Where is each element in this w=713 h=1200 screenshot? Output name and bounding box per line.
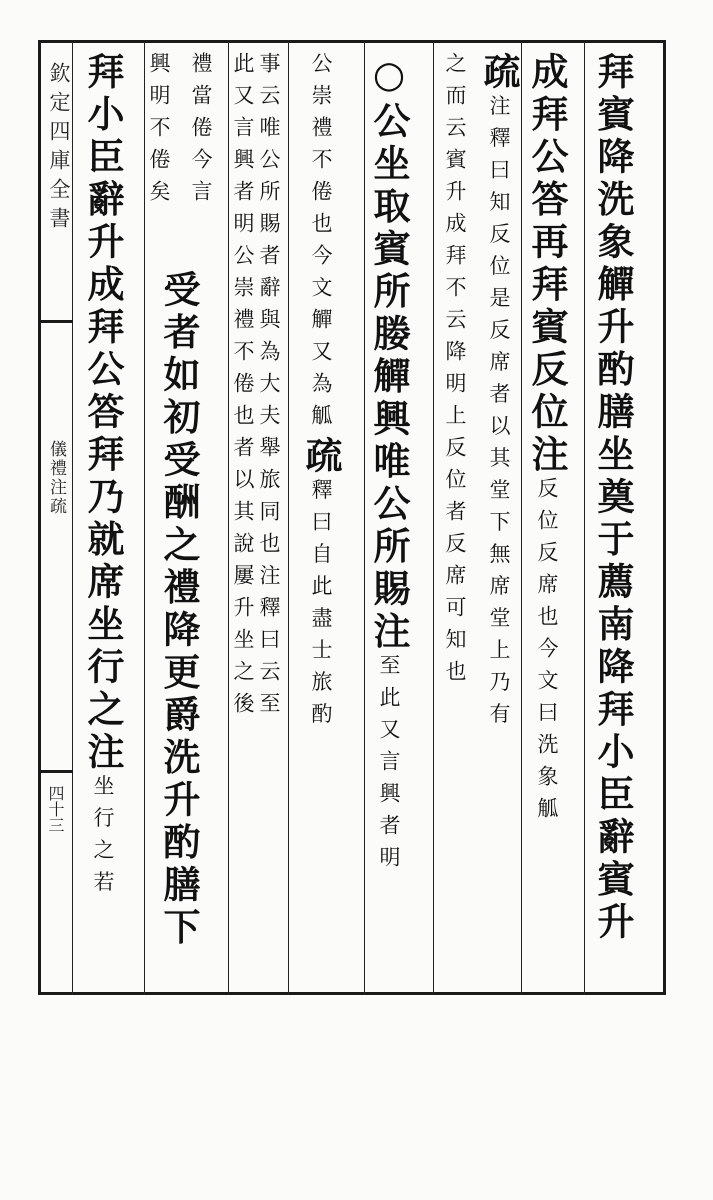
- text-column: [591, 52, 635, 982]
- main-text: 成拜公答再拜賓反位注: [525, 52, 569, 477]
- text-column: [299, 52, 343, 982]
- commentary-text: 釋曰自此盡士旅酌: [309, 478, 333, 735]
- column-divider: [144, 40, 145, 995]
- commentary-text: 興明不倦矣: [147, 52, 171, 212]
- commentary-marker: 疏: [299, 436, 343, 479]
- commentary-text: 至此又言興者明: [377, 654, 401, 878]
- commentary-marker: 疏: [477, 52, 521, 95]
- main-text: 拜賓降洗象觶升酌膳坐奠于薦南降拜小臣辭賓升: [591, 52, 635, 945]
- column-divider: [521, 40, 522, 995]
- commentary-text: 反位反席也今文曰洗象觚: [535, 477, 559, 829]
- text-column: [81, 52, 125, 982]
- text-column: [367, 52, 411, 982]
- column-divider: [433, 40, 434, 995]
- text-column: [444, 52, 465, 982]
- margin-rule-upper: [38, 320, 73, 323]
- page-number: 四十三: [46, 785, 65, 833]
- text-column: [190, 52, 211, 982]
- section-title: 儀禮注疏: [46, 440, 66, 516]
- text-column: [232, 52, 253, 982]
- commentary-text: 之而云賓升成拜不云降明上反位者反席可知也: [443, 52, 467, 692]
- commentary-text: 公崇禮不倦也今文觶又為觚: [309, 52, 333, 436]
- column-divider: [364, 40, 365, 995]
- book-title: 欽定四庫全書: [47, 62, 71, 236]
- text-column: [258, 52, 279, 982]
- column-divider: [584, 40, 585, 995]
- column-divider: [228, 40, 229, 995]
- column-divider: [288, 40, 289, 995]
- main-text: 拜小臣辭升成拜公答拜乃就席坐行之注: [81, 52, 125, 775]
- text-column: [148, 52, 169, 982]
- margin-rule-lower: [38, 770, 73, 773]
- main-text: 受者如初受酬之禮降更爵洗升酌膳下: [157, 270, 201, 950]
- main-text: ○公坐取賓所媵觶興唯公所賜注: [367, 52, 411, 654]
- page-border: [38, 40, 666, 995]
- commentary-text: 禮當倦今言: [189, 52, 213, 212]
- commentary-text: 此又言興者明公崇禮不倦也者以其說屢升坐之後: [231, 52, 255, 724]
- commentary-text: 坐行之若: [91, 774, 115, 903]
- text-column: [477, 52, 521, 982]
- text-column: [525, 52, 569, 982]
- commentary-text: 事云唯公所賜者辭與為大夫舉旅同也注釋曰云至: [257, 52, 281, 724]
- commentary-text: 注釋曰知反位是反席者以其堂下無席堂上乃有: [487, 94, 511, 735]
